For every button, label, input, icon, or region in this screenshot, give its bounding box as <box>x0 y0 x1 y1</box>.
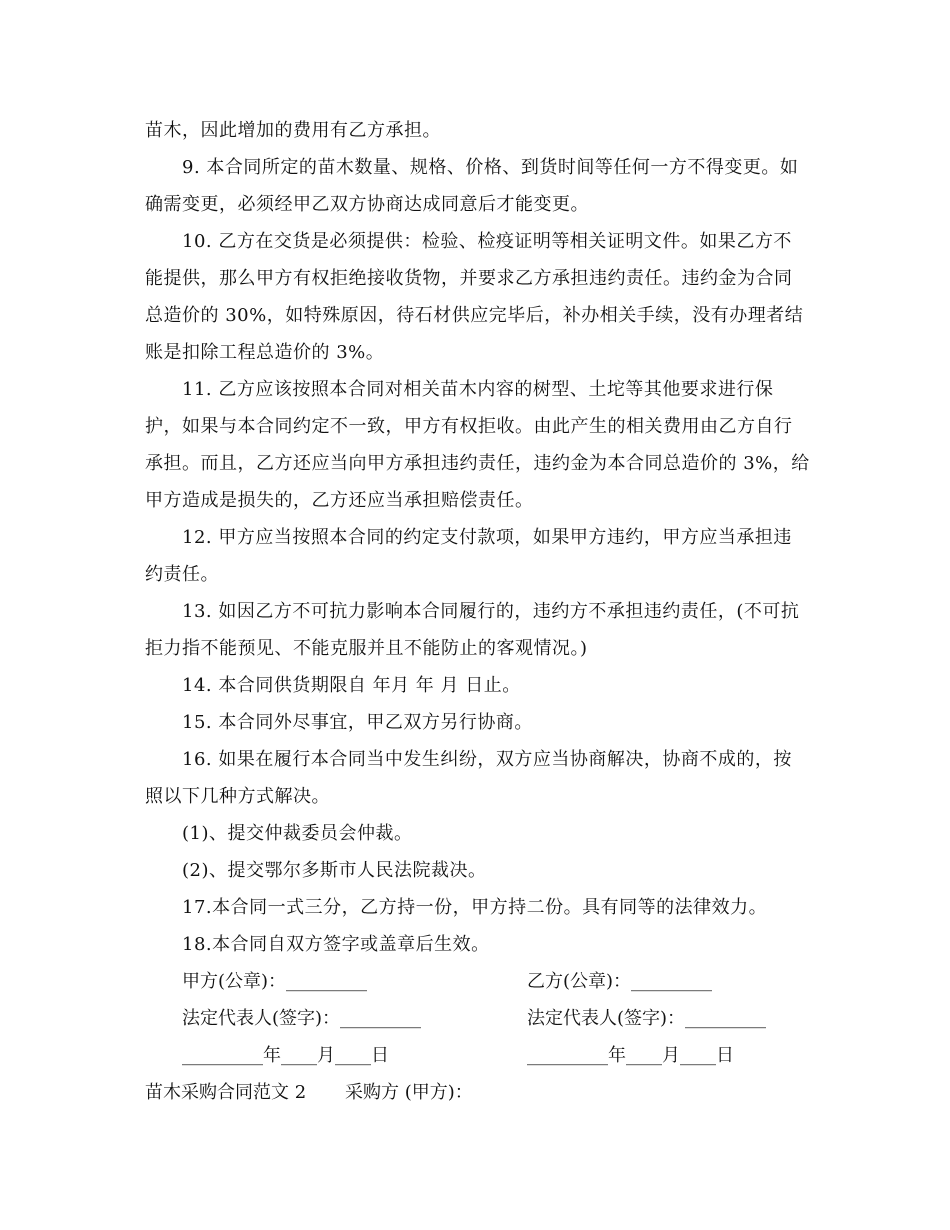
paragraph-line: 护，如果与本合同约定不一致，甲方有权拒收。由此产生的相关费用由乙方自行 <box>145 416 793 437</box>
party-b-representative: 法定代表人(签字)：_________ <box>527 1008 767 1029</box>
paragraph-line: 18.本合同自双方签字或盖章后生效。 <box>182 934 490 955</box>
buyer-label: 采购方 (甲方)： <box>345 1082 473 1103</box>
paragraph-line: 甲方造成是损失的，乙方还应当承担赔偿责任。 <box>145 490 534 511</box>
paragraph-line: 14. 本合同供货期限自 年月 年 月 日止。 <box>182 675 521 696</box>
paragraph-line: 拒力指不能预见、不能克服并且不能防止的客观情况。) <box>145 638 588 659</box>
paragraph-line: 能提供，那么甲方有权拒绝接收货物，并要求乙方承担违约责任。违约金为合同 <box>145 268 793 289</box>
next-contract-title: 苗木采购合同范文 2 <box>145 1082 307 1103</box>
paragraph-line: 确需变更，必须经甲乙双方协商达成同意后才能变更。 <box>145 194 589 215</box>
paragraph-line: 约责任。 <box>145 564 219 585</box>
paragraph-line: 账是扣除工程总造价的 3%。 <box>145 342 385 363</box>
paragraph-line: 照以下几种方式解决。 <box>145 786 330 807</box>
paragraph-line: 总造价的 30%，如特殊原因，待石材供应完毕后，补办相关手续，没有办理者结 <box>145 305 804 326</box>
paragraph-line: 13. 如因乙方不可抗力影响本合同履行的，违约方不承担违约责任，(不可抗 <box>182 601 800 622</box>
paragraph-line: 承担。而且，乙方还应当向甲方承担违约责任，违约金为本合同总造价的 3%，给 <box>145 453 810 474</box>
party-b-date: _________年____月____日 <box>527 1045 734 1066</box>
paragraph-line: 10. 乙方在交货是必须提供：检验、检疫证明等相关证明文件。如果乙方不 <box>182 231 792 252</box>
paragraph-line: (2)、提交鄂尔多斯市人民法院裁决。 <box>182 860 487 881</box>
paragraph-line: 12. 甲方应当按照本合同的约定支付款项，如果甲方违约，甲方应当承担违 <box>182 527 792 548</box>
paragraph-line: 11. 乙方应该按照本合同对相关苗木内容的树型、土坨等其他要求进行保 <box>182 379 774 400</box>
paragraph-line: 15. 本合同外尽事宜，甲乙双方另行协商。 <box>182 712 533 733</box>
party-a-date: _________年____月____日 <box>182 1045 389 1066</box>
party-a-seal: 甲方(公章)：_________ <box>182 971 368 992</box>
paragraph-line: 17.本合同一式三分，乙方持一份，甲方持二份。具有同等的法律效力。 <box>182 897 768 918</box>
paragraph-line: 16. 如果在履行本合同当中发生纠纷，双方应当协商解决，协商不成的，按 <box>182 749 792 770</box>
paragraph-line: 苗木，因此增加的费用有乙方承担。 <box>145 120 441 141</box>
paragraph-line: (1)、提交仲裁委员会仲裁。 <box>182 823 413 844</box>
party-b-seal: 乙方(公章)：_________ <box>527 971 713 992</box>
paragraph-line: 9. 本合同所定的苗木数量、规格、价格、到货时间等任何一方不得变更。如 <box>182 157 799 178</box>
party-a-representative: 法定代表人(签字)：_________ <box>182 1008 422 1029</box>
